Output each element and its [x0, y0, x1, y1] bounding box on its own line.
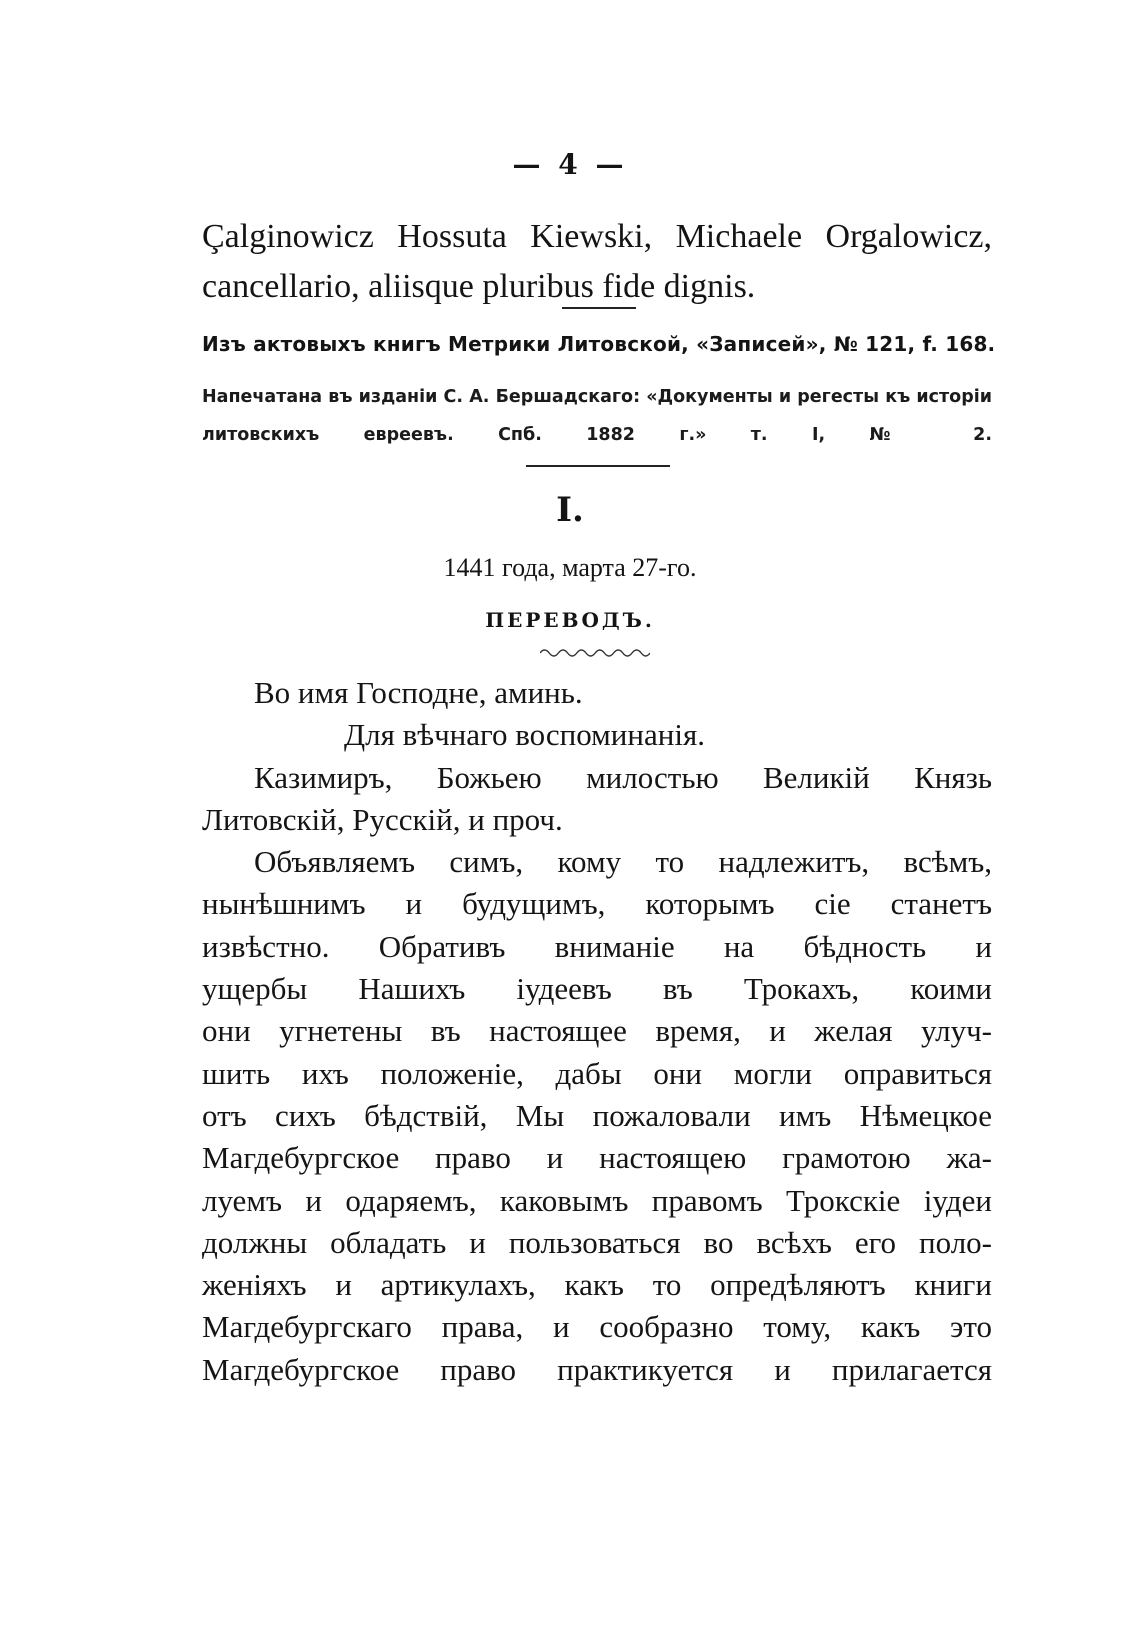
body-line: ущербы Нашихъ іудеевъ въ Трокахъ, коими	[202, 971, 992, 1007]
body-line: Во имя Господне, аминь.	[254, 675, 583, 710]
body-line: они угнетены въ настоящее время, и желая улуч-	[202, 1013, 992, 1049]
body-line: нынѣшнимъ и будущимъ, которымъ сіе станетъ	[202, 886, 992, 922]
translation-body	[202, 672, 992, 1391]
body-line: женіяхъ и артикулахъ, какъ то опредѣляютъ книги	[202, 1267, 992, 1303]
page-number: — 4 —	[512, 148, 628, 181]
body-line: отъ сихъ бѣдствій, Мы пожаловали имъ Нѣмецкое	[202, 1097, 992, 1133]
divider-rule	[562, 307, 636, 309]
body-line: Казимиръ, Божьею милостью Великій Князь	[254, 759, 992, 795]
source-citation: Изъ актовыхъ книгъ Метрики Литовской, «Записей», № 121, f. 168.	[202, 332, 996, 356]
document-date: 1441 года, марта 27-го.	[443, 553, 697, 582]
body-line: Магдебургское право практикуется и прилагается	[202, 1351, 992, 1387]
body-line: Литовскій, Русскій, и проч.	[202, 801, 563, 837]
body-line: Магдебургское право и настоящею грамотою жа-	[202, 1140, 992, 1176]
publication-note: Напечатана въ изданіи С. А. Бершадскаго: «Документы и регесты къ исторіи литовскихъ евреевъ. Спб. 1882 г.» т. I, № 2.	[202, 387, 992, 445]
translation-heading: ПЕРЕВОДЪ.	[485, 608, 655, 632]
divider-rule	[526, 465, 670, 467]
body-line: Объявляемъ симъ, кому то надлежитъ, всѣмъ,	[254, 844, 992, 880]
document-number: I.	[556, 490, 584, 530]
body-line: луемъ и одаряемъ, каковымъ правомъ Трокскіе іудеи	[202, 1182, 992, 1218]
body-line: Для вѣчнаго воспоминанія.	[344, 717, 705, 753]
body-line: шить ихъ положеніе, дабы они могли оправиться	[202, 1055, 992, 1091]
latin-text-continuation: Çalginowicz Hossuta Kiewski, Michaele Orgalowicz, cancellario, aliisque pluribus fide dignis.	[202, 218, 992, 305]
body-line: извѣстно. Обративъ вниманіе на бѣдность и	[202, 928, 992, 964]
body-line: Магдебургскаго права, и сообразно тому, какъ это	[202, 1309, 992, 1345]
body-line: должны обладать и пользоваться во всѣхъ его поло-	[202, 1224, 992, 1260]
wavy-ornament	[540, 647, 650, 659]
